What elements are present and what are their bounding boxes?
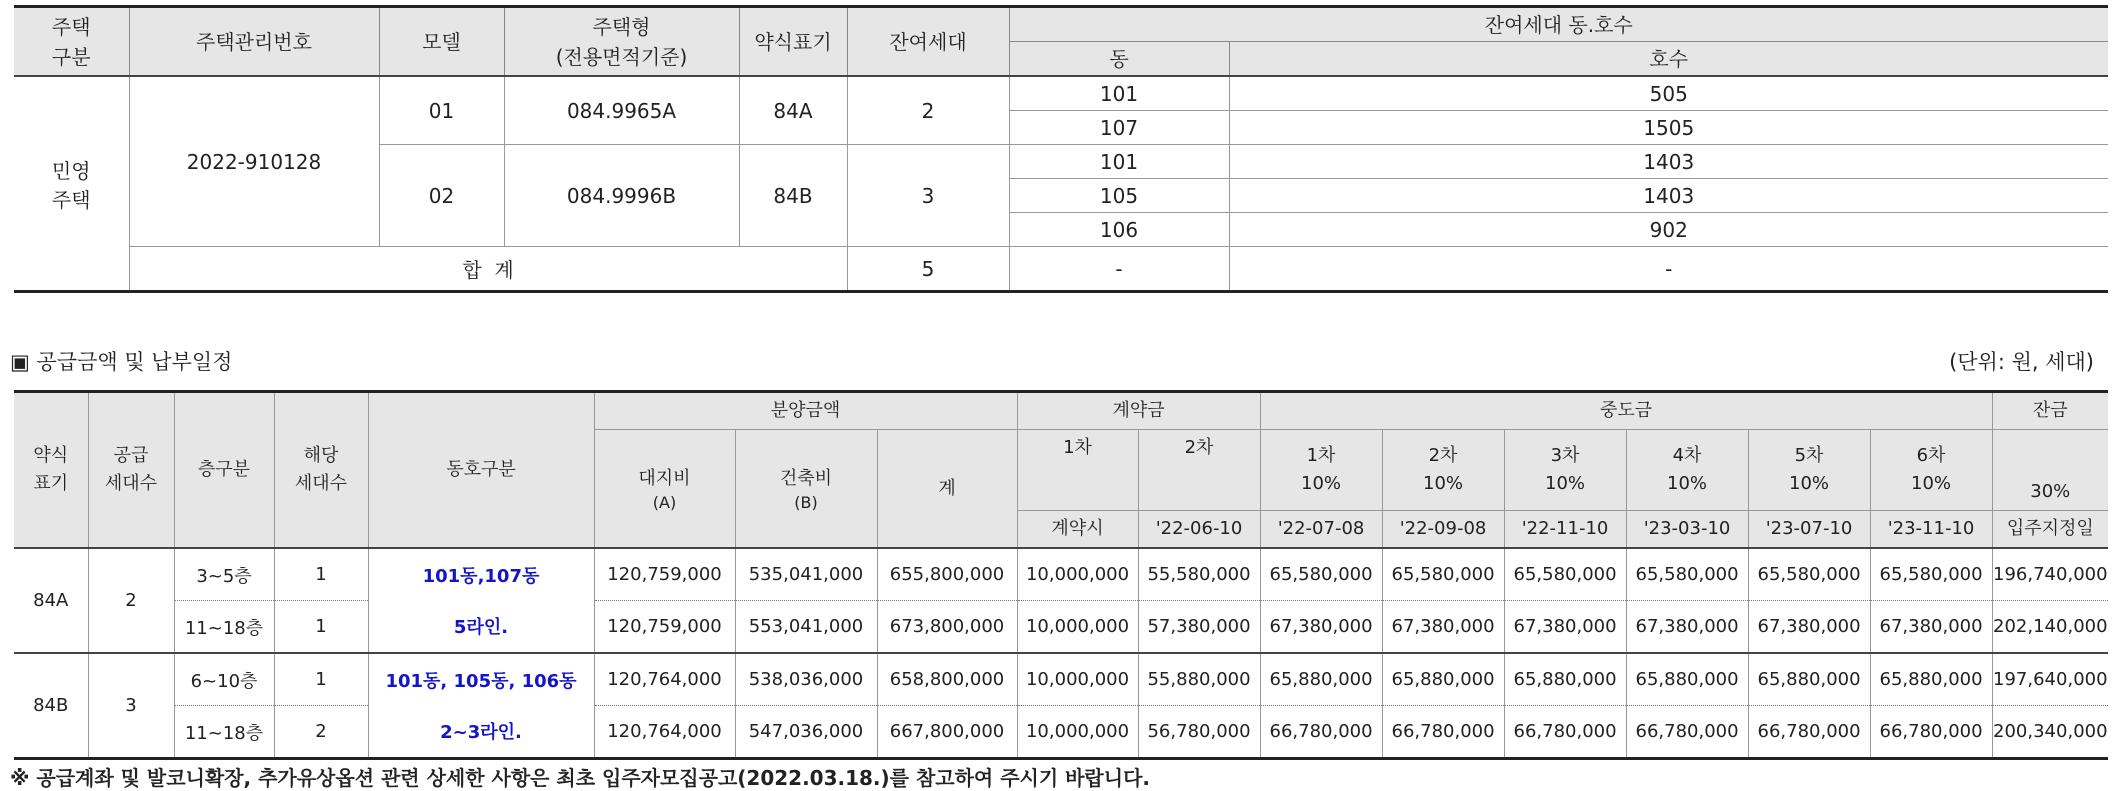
- header-area: 주택형 (전용면적기준): [504, 7, 739, 77]
- section-title: ▣ 공급금액 및 납부일정: [10, 350, 233, 374]
- c1-cell: 10,000,000: [1017, 653, 1138, 706]
- m5-cell: 65,880,000: [1748, 653, 1870, 706]
- header-m1: 1차 10%: [1260, 430, 1382, 511]
- m1-cell: 65,580,000: [1260, 548, 1382, 601]
- header-balance-pct: 30%: [1992, 430, 2108, 511]
- sum-cell: 673,800,000: [877, 601, 1017, 654]
- short-cell: 84B: [14, 653, 88, 759]
- header-contract: 계약금: [1017, 392, 1260, 430]
- footnote: ※ 공급계좌 및 발코니확장, 추가유상옵션 관련 상세한 사항은 최초 입주자모집공고(2022.03.18.)를 참고하여 주시기 바랍니다.: [10, 766, 1150, 790]
- m2-cell: 67,380,000: [1382, 601, 1504, 654]
- supply-cell: 2: [88, 548, 174, 653]
- m6-cell: 67,380,000: [1870, 601, 1992, 654]
- land-cell: 120,764,000: [594, 653, 735, 706]
- total-row: [14, 247, 2108, 292]
- area-cell: 084.9965A: [504, 76, 739, 145]
- header-land: 대지비 (A): [594, 430, 735, 549]
- header-c2: 2차: [1138, 430, 1260, 511]
- m2-cell: 65,880,000: [1382, 653, 1504, 706]
- header-m2-date: '22-09-08: [1382, 511, 1504, 549]
- header-m4: 4차 10%: [1626, 430, 1748, 511]
- ho-cell: 1403: [1229, 179, 2108, 213]
- header-m5-date: '23-07-10: [1748, 511, 1870, 549]
- count-cell: 1: [274, 601, 368, 654]
- header-floor: 층구분: [174, 392, 274, 549]
- m6-cell: 65,580,000: [1870, 548, 1992, 601]
- header-c2-date: '22-06-10: [1138, 511, 1260, 549]
- header-ho: 호수: [1229, 42, 2108, 77]
- remain-cell: 3: [847, 145, 1009, 247]
- dongho-cell: 101동, 105동, 106동: [368, 653, 594, 706]
- header-m4-date: '23-03-10: [1626, 511, 1748, 549]
- header-house-type: 주택 구분: [14, 7, 129, 77]
- build-cell: 538,036,000: [735, 653, 877, 706]
- count-cell: 1: [274, 653, 368, 706]
- balance-cell: 200,340,000: [1992, 706, 2108, 759]
- supply-cell: 3: [88, 653, 174, 759]
- balance-cell: 202,140,000: [1992, 601, 2108, 654]
- header-m6: 6차 10%: [1870, 430, 1992, 511]
- land-cell: 120,764,000: [594, 706, 735, 759]
- header-remain: 잔여세대: [847, 7, 1009, 77]
- dong-cell: 106: [1009, 213, 1229, 247]
- header-short: 약식표기: [739, 7, 847, 77]
- unit-note: (단위: 원, 세대): [1949, 350, 2094, 374]
- header-m6-date: '23-11-10: [1870, 511, 1992, 549]
- header-sum: 계: [877, 430, 1017, 549]
- header-sale: 분양금액: [594, 392, 1017, 430]
- model-cell: 02: [379, 145, 504, 247]
- m6-cell: 65,880,000: [1870, 653, 1992, 706]
- floor-cell: 3~5층: [174, 548, 274, 601]
- floor-cell: 6~10층: [174, 653, 274, 706]
- short-cell: 84B: [739, 145, 847, 247]
- m4-cell: 65,880,000: [1626, 653, 1748, 706]
- m3-cell: 67,380,000: [1504, 601, 1626, 654]
- m4-cell: 66,780,000: [1626, 706, 1748, 759]
- header-m2: 2차 10%: [1382, 430, 1504, 511]
- sum-cell: 655,800,000: [877, 548, 1017, 601]
- remaining-units-table: [14, 5, 2108, 293]
- header-supply: 공급 세대수: [88, 392, 174, 549]
- mgmt-no-cell: 2022-910128: [129, 76, 379, 247]
- short-cell: 84A: [14, 548, 88, 653]
- total-ho: -: [1229, 247, 2108, 292]
- balance-cell: 197,640,000: [1992, 653, 2108, 706]
- header-model: 모델: [379, 7, 504, 77]
- table-row: [14, 653, 2108, 706]
- header-dong: 동: [1009, 42, 1229, 77]
- dongho-cell: 101동,107동: [368, 548, 594, 601]
- total-label: 합 계: [129, 247, 847, 292]
- header-c1: 1차: [1017, 430, 1138, 511]
- m5-cell: 67,380,000: [1748, 601, 1870, 654]
- m2-cell: 65,580,000: [1382, 548, 1504, 601]
- header-short: 약식 표기: [14, 392, 88, 549]
- land-cell: 120,759,000: [594, 548, 735, 601]
- short-cell: 84A: [739, 76, 847, 145]
- header-count: 해당 세대수: [274, 392, 368, 549]
- header-balance-date: 입주지정일: [1992, 511, 2108, 549]
- ho-cell: 505: [1229, 76, 2108, 111]
- table-row: [14, 548, 2108, 601]
- header-dongho: 동호구분: [368, 392, 594, 549]
- remain-cell: 2: [847, 76, 1009, 145]
- header-middle: 중도금: [1260, 392, 1992, 430]
- header-build: 건축비 (B): [735, 430, 877, 549]
- model-cell: 01: [379, 76, 504, 145]
- ho-cell: 1403: [1229, 145, 2108, 179]
- table-row: [14, 601, 2108, 654]
- ho-cell: 1505: [1229, 111, 2108, 145]
- sum-cell: 667,800,000: [877, 706, 1017, 759]
- header-c1-date: 계약시: [1017, 511, 1138, 549]
- total-remain: 5: [847, 247, 1009, 292]
- m4-cell: 65,580,000: [1626, 548, 1748, 601]
- m3-cell: 65,880,000: [1504, 653, 1626, 706]
- dongho-cell: 2~3라인.: [368, 706, 594, 759]
- total-dong: -: [1009, 247, 1229, 292]
- m5-cell: 66,780,000: [1748, 706, 1870, 759]
- dong-cell: 101: [1009, 76, 1229, 111]
- dong-cell: 101: [1009, 145, 1229, 179]
- m3-cell: 66,780,000: [1504, 706, 1626, 759]
- land-cell: 120,759,000: [594, 601, 735, 654]
- floor-cell: 11~18층: [174, 706, 274, 759]
- balance-cell: 196,740,000: [1992, 548, 2108, 601]
- build-cell: 553,041,000: [735, 601, 877, 654]
- c1-cell: 10,000,000: [1017, 601, 1138, 654]
- build-cell: 547,036,000: [735, 706, 877, 759]
- header-m5: 5차 10%: [1748, 430, 1870, 511]
- header-mgmt-no: 주택관리번호: [129, 7, 379, 77]
- m6-cell: 66,780,000: [1870, 706, 1992, 759]
- count-cell: 1: [274, 548, 368, 601]
- m1-cell: 66,780,000: [1260, 706, 1382, 759]
- c2-cell: 55,880,000: [1138, 653, 1260, 706]
- sum-cell: 658,800,000: [877, 653, 1017, 706]
- header-m1-date: '22-07-08: [1260, 511, 1382, 549]
- header-m3-date: '22-11-10: [1504, 511, 1626, 549]
- c1-cell: 10,000,000: [1017, 548, 1138, 601]
- ho-cell: 902: [1229, 213, 2108, 247]
- m3-cell: 65,580,000: [1504, 548, 1626, 601]
- dongho-cell: 5라인.: [368, 601, 594, 654]
- c2-cell: 56,780,000: [1138, 706, 1260, 759]
- m1-cell: 65,880,000: [1260, 653, 1382, 706]
- header-m3: 3차 10%: [1504, 430, 1626, 511]
- table-row: [14, 706, 2108, 759]
- dong-cell: 107: [1009, 111, 1229, 145]
- count-cell: 2: [274, 706, 368, 759]
- m5-cell: 65,580,000: [1748, 548, 1870, 601]
- c2-cell: 55,580,000: [1138, 548, 1260, 601]
- table-row: [14, 76, 2108, 111]
- c2-cell: 57,380,000: [1138, 601, 1260, 654]
- header-balance: 잔금: [1992, 392, 2108, 430]
- m1-cell: 67,380,000: [1260, 601, 1382, 654]
- house-type-cell: 민영 주택: [14, 76, 129, 292]
- c1-cell: 10,000,000: [1017, 706, 1138, 759]
- build-cell: 535,041,000: [735, 548, 877, 601]
- area-cell: 084.9996B: [504, 145, 739, 247]
- m4-cell: 67,380,000: [1626, 601, 1748, 654]
- dong-cell: 105: [1009, 179, 1229, 213]
- price-schedule-table: [14, 390, 2108, 760]
- header-unit-group: 잔여세대 동.호수: [1009, 7, 2108, 42]
- m2-cell: 66,780,000: [1382, 706, 1504, 759]
- floor-cell: 11~18층: [174, 601, 274, 654]
